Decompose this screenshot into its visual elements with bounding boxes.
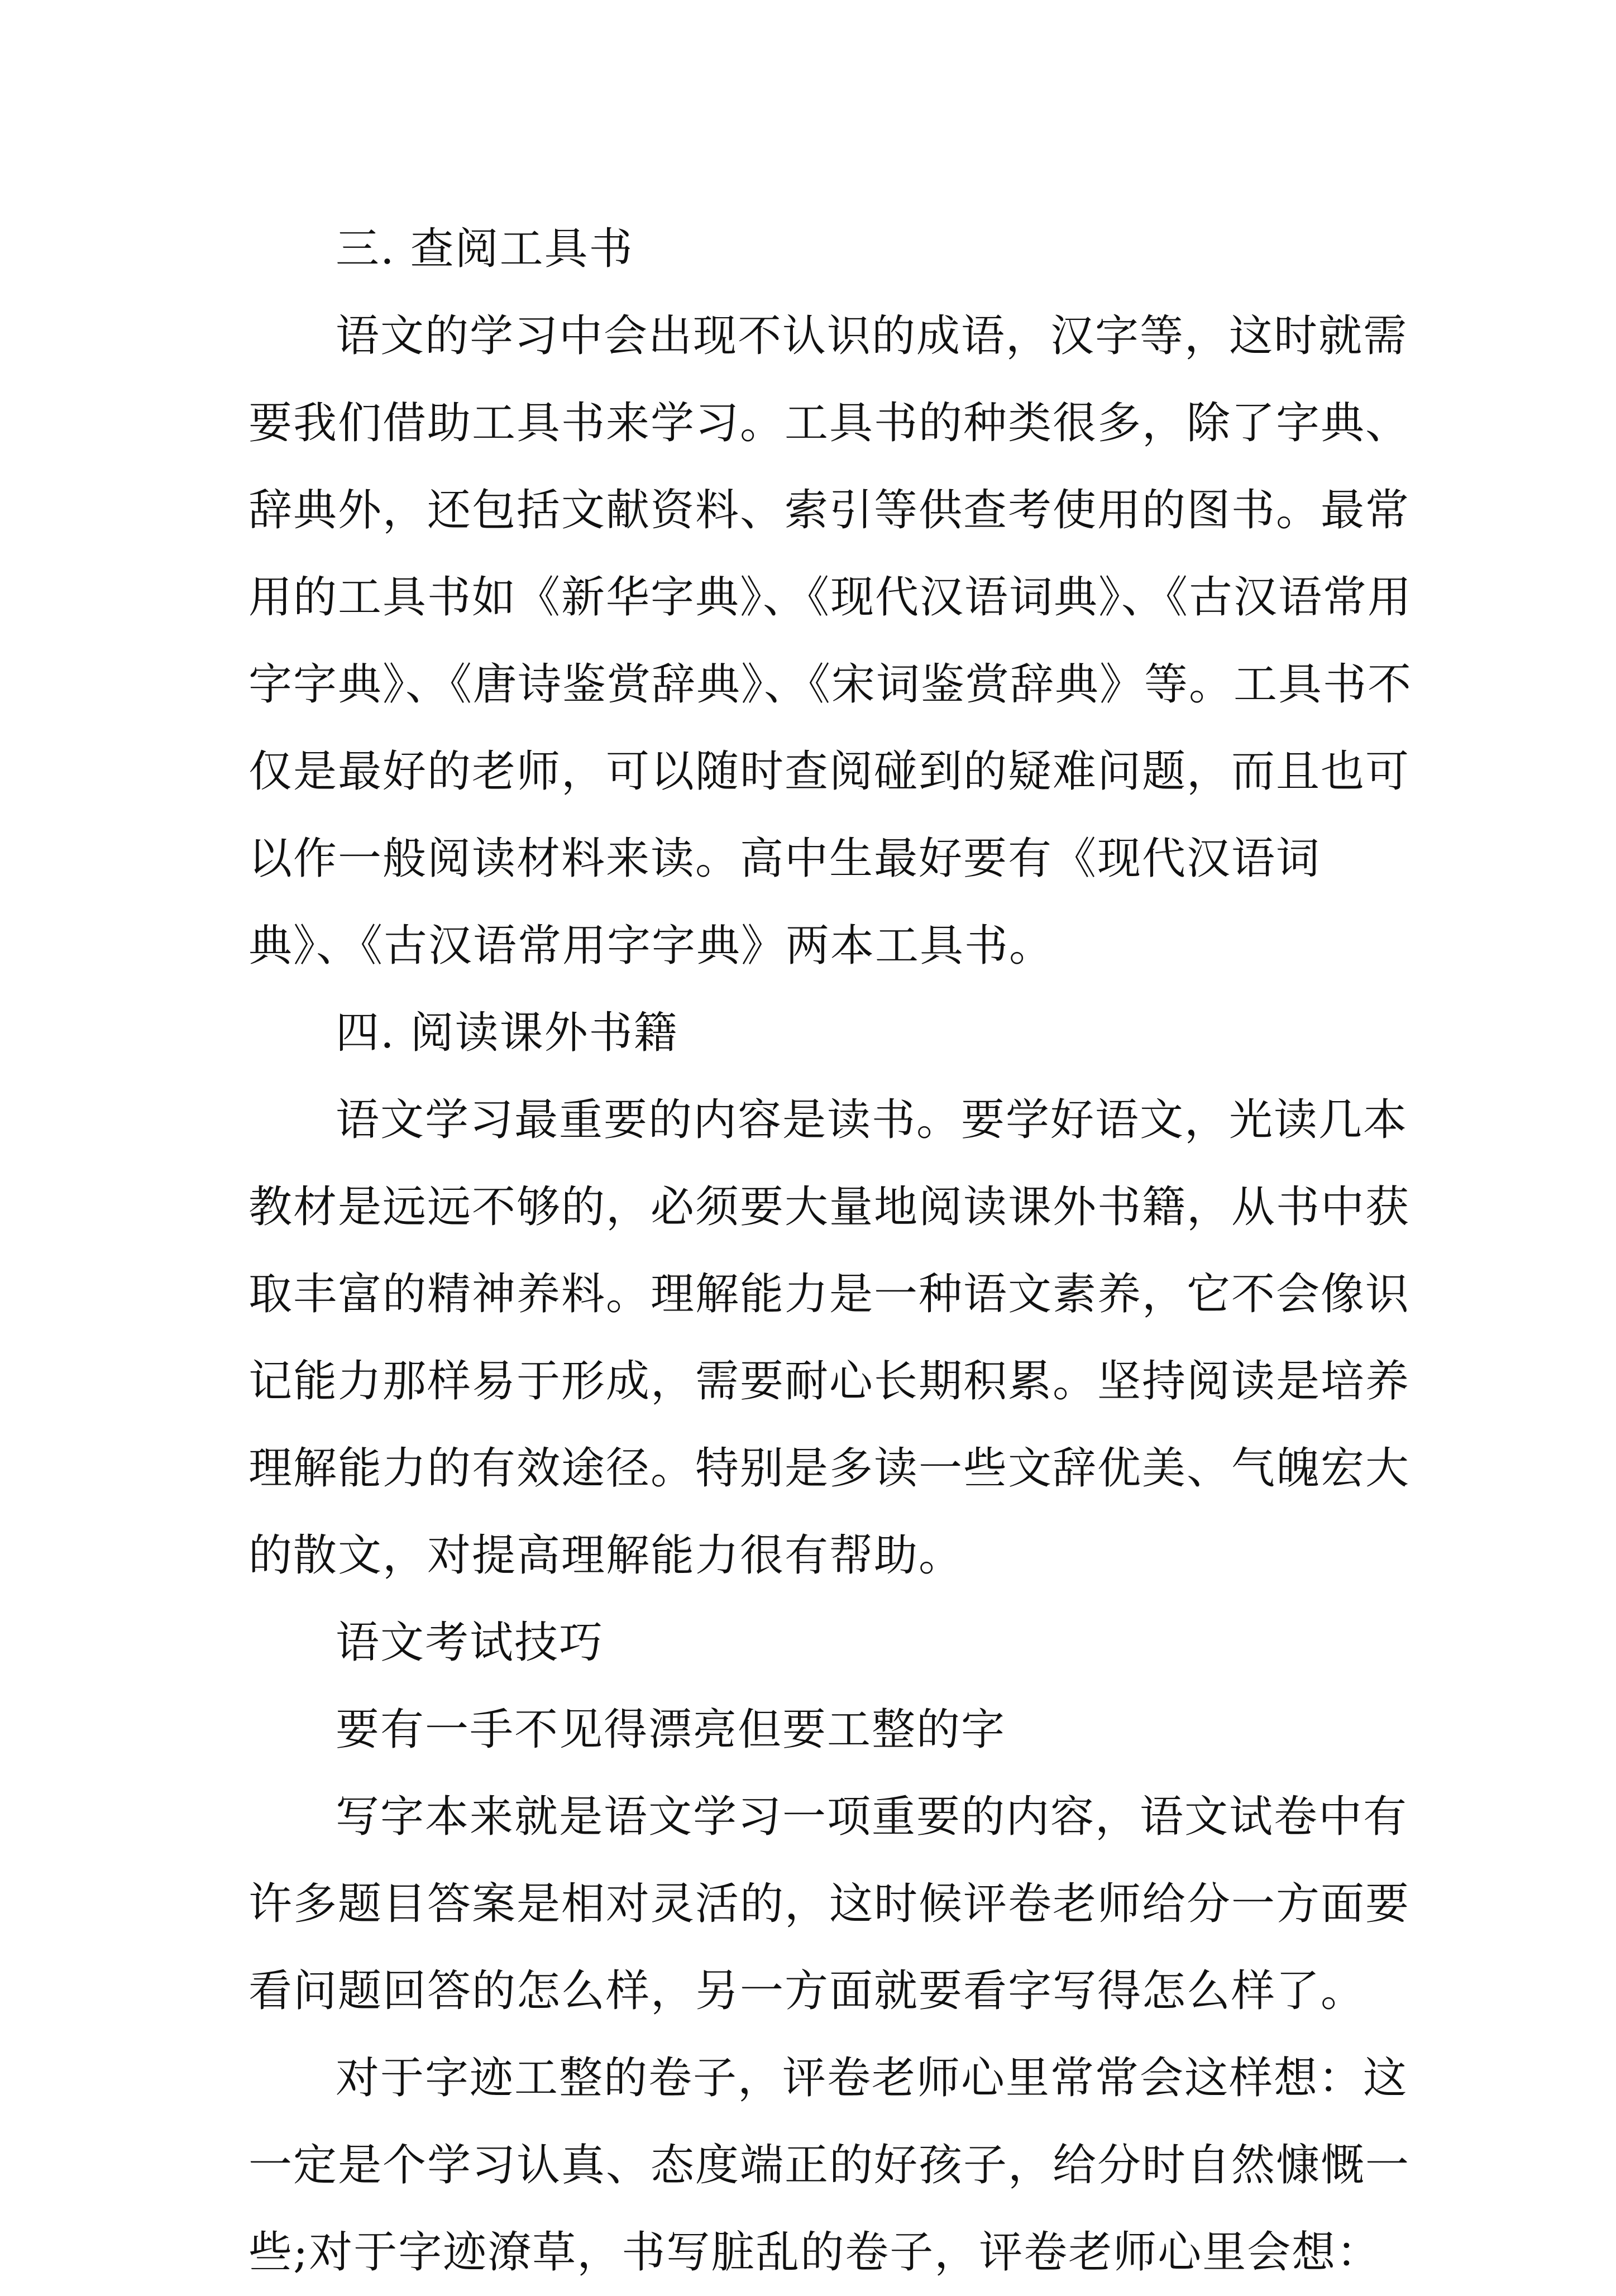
- section-heading-4: 四. 阅读课外书籍: [336, 1008, 678, 1058]
- paragraph-handwriting-importance: 写字本来就是语文学习一项重要的内容，语文试卷中有许多题目答案是相对灵活的，这时候评卷老师给分一方面要看问题回答的怎么样，另一方面就要看字写得怎么样了。: [248, 1792, 1411, 2016]
- paragraph-extracurricular-reading: 语文学习最重要的内容是读书。要学好语文，光读几本教材是远远不够的，必须要大量地阅读课外书籍，从书中获取丰富的精神养料。理解能力是一种语文素养，它不会像识记能力那样易于形成，需要耐心长期积累。坚持阅读是培养理解能力的有效途径。特别是多读一些文辞优美、气魄宏大的散文，对提高理解能力很有帮助。: [248, 1095, 1411, 1581]
- document-body: [248, 205, 1416, 2296]
- section-heading-3: 三. 查阅工具书: [336, 224, 634, 274]
- paragraph-reference-books: 语文的学习中会出现不认识的成语，汉字等，这时就需要我们借助工具书来学习。工具书的种类很多，除了字典、辞典外，还包括文献资料、索引等供查考使用的图书。最常用的工具书如《新华字典》、《现代汉语词典》、《古汉语常用字字典》、《唐诗鉴赏辞典》、《宋词鉴赏辞典》等。工具书不仅是最好的老师，可以随时查阅碰到的疑难问题，而且也可以作一般阅读材料来读。高中生最好要有《现代汉语词典》、《古汉语常用字字典》两本工具书。: [248, 311, 1413, 971]
- paragraph-neat-handwriting: 对于字迹工整的卷子，评卷老师心里常常会这样想：这一定是个学习认真、态度端正的好孩子，给分时自然慷慨一些;对于字迹潦草，书写脏乱的卷子，评卷老师心里会想：: [248, 2053, 1411, 2278]
- section-heading-exam-tips: 语文考试技巧: [336, 1618, 604, 1668]
- section-heading-handwriting: 要有一手不见得漂亮但要工整的字: [336, 1705, 1006, 1755]
